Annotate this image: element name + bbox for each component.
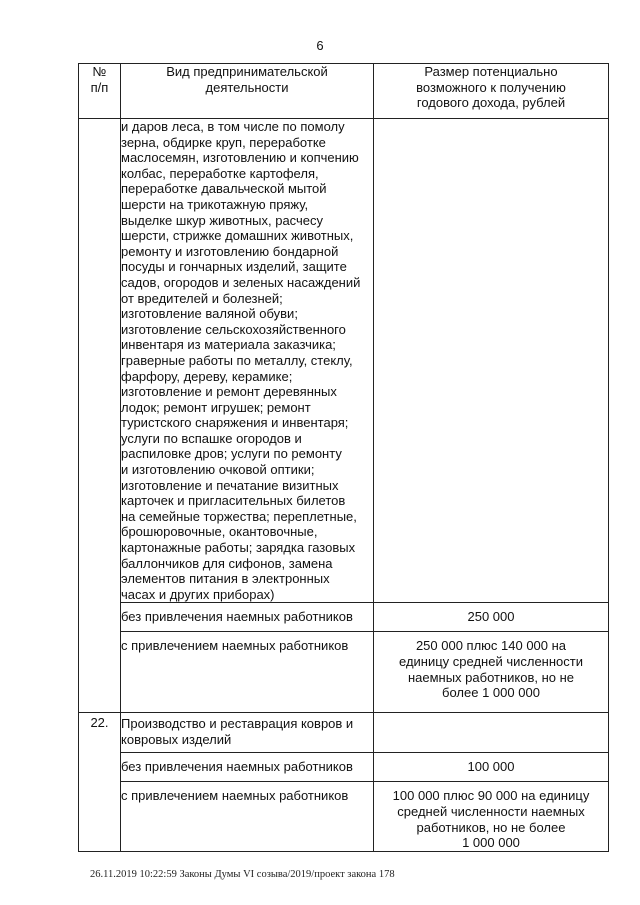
income-value-line: средней численности наемных xyxy=(397,804,585,819)
activity-description-cell xyxy=(121,713,374,753)
row-number-cell xyxy=(79,713,121,851)
description-line: колбас, переработке картофеля, xyxy=(121,165,319,181)
table-row xyxy=(79,753,609,782)
with-workers-value xyxy=(374,632,609,713)
description-line: от вредителей и болезней; xyxy=(121,290,283,306)
description-line: часах и других приборах) xyxy=(121,586,275,602)
income-value-line: единицу средней численности xyxy=(399,654,583,669)
description-line: шерсти на трикотажную пряжу, xyxy=(121,196,309,212)
table-row xyxy=(79,782,609,851)
description-line: изготовление и печатание визитных xyxy=(121,477,339,493)
page-number: 6 xyxy=(316,38,324,53)
with-workers-label: с привлечением наемных работников xyxy=(121,632,374,713)
income-empty-cell xyxy=(374,119,609,603)
income-value-line: более 1 000 000 xyxy=(442,685,540,701)
description-line: элементов питания в электронных xyxy=(121,571,330,587)
table-row xyxy=(79,632,609,713)
description-line: маслосемян, изготовлению и копчению xyxy=(121,150,359,166)
description-line: лодок; ремонт игрушек; ремонт xyxy=(121,399,311,415)
description-line: фарфору, дереву, керамике; xyxy=(121,368,293,384)
header-activity-kind xyxy=(121,64,374,119)
income-value-line: работников, но не более xyxy=(416,819,566,835)
description-line: картонажные работы; зарядка газовых xyxy=(121,540,356,556)
description-line: баллончиков для сифонов, замена xyxy=(121,555,333,571)
description-line: выделке шкур животных, расчесу xyxy=(121,212,324,228)
income-empty-cell xyxy=(374,713,609,753)
description-line: Производство и реставрация ковров и xyxy=(121,716,354,732)
table-row xyxy=(79,119,609,603)
table-header-row xyxy=(79,64,609,119)
activity-description-cell xyxy=(121,119,374,603)
header-income-size xyxy=(374,64,609,119)
description-line: посуды и гончарных изделий, защите xyxy=(121,259,347,275)
document-footer: 26.11.2019 10:22:59 Законы Думы VI созыва/2019/проект закона 178 xyxy=(90,869,395,880)
row-number: 22. xyxy=(90,715,109,731)
income-value-line: 100 000 плюс 90 000 на единицу xyxy=(392,788,590,804)
description-line: и изготовлению очковой оптики; xyxy=(121,462,315,478)
header-size-line: Размер потенциально xyxy=(424,64,558,79)
description-line: зерна, обдирке круп, переработке xyxy=(121,134,326,150)
header-kind-line: деятельности xyxy=(205,79,289,95)
income-value-line: 250 000 плюс 140 000 на xyxy=(415,638,567,654)
description-line: инвентаря из материала заказчика; xyxy=(121,337,336,353)
header-number-line: п/п xyxy=(90,79,109,95)
description-line: шерсти, стрижке домашних животных, xyxy=(121,228,354,244)
description-line: ковровых изделий xyxy=(121,732,232,747)
table-row xyxy=(79,603,609,632)
description-line: граверные работы по металлу, стеклу, xyxy=(121,352,353,368)
description-line: туристского снаряжения и инвентаря; xyxy=(121,415,349,431)
description-line: переработке давальческой мытой xyxy=(121,181,327,197)
row-number-cell xyxy=(79,119,121,713)
income-value-line: наемных работников, но не xyxy=(407,669,575,685)
description-line: на семейные торжества; переплетные, xyxy=(121,508,357,524)
header-number xyxy=(79,64,121,119)
description-line: услуги по вспашке огородов и xyxy=(121,430,302,446)
description-line: изготовление валяной обуви; xyxy=(121,306,298,322)
description-line: карточек и пригласительных билетов xyxy=(121,493,346,509)
without-workers-value: 100 000 xyxy=(374,753,609,782)
description-line: и даров леса, в том числе по помолу xyxy=(121,119,345,134)
without-workers-value: 250 000 xyxy=(374,603,609,632)
without-workers-label: без привлечения наемных работников xyxy=(121,753,374,782)
income-value-line: 1 000 000 xyxy=(462,835,520,851)
header-kind-line: Вид предпринимательской xyxy=(166,64,328,79)
header-size-line: возможного к получению xyxy=(416,79,566,95)
with-workers-value xyxy=(374,782,609,851)
header-number-line: № xyxy=(92,64,107,79)
activity-table xyxy=(78,63,609,852)
description-line: садов, огородов и зеленых насаждений xyxy=(121,274,361,290)
without-workers-label: без привлечения наемных работников xyxy=(121,603,374,632)
table-row xyxy=(79,713,609,753)
description-line: изготовление и ремонт деревянных xyxy=(121,384,337,400)
description-line: распиловке дров; услуги по ремонту xyxy=(121,446,342,462)
description-line: ремонту и изготовлению бондарной xyxy=(121,243,339,259)
description-line: изготовление сельскохозяйственного xyxy=(121,321,346,337)
header-size-line: годового дохода, рублей xyxy=(416,95,566,111)
with-workers-label: с привлечением наемных работников xyxy=(121,782,374,851)
description-line: брошюровочные, окантовочные, xyxy=(121,524,318,540)
